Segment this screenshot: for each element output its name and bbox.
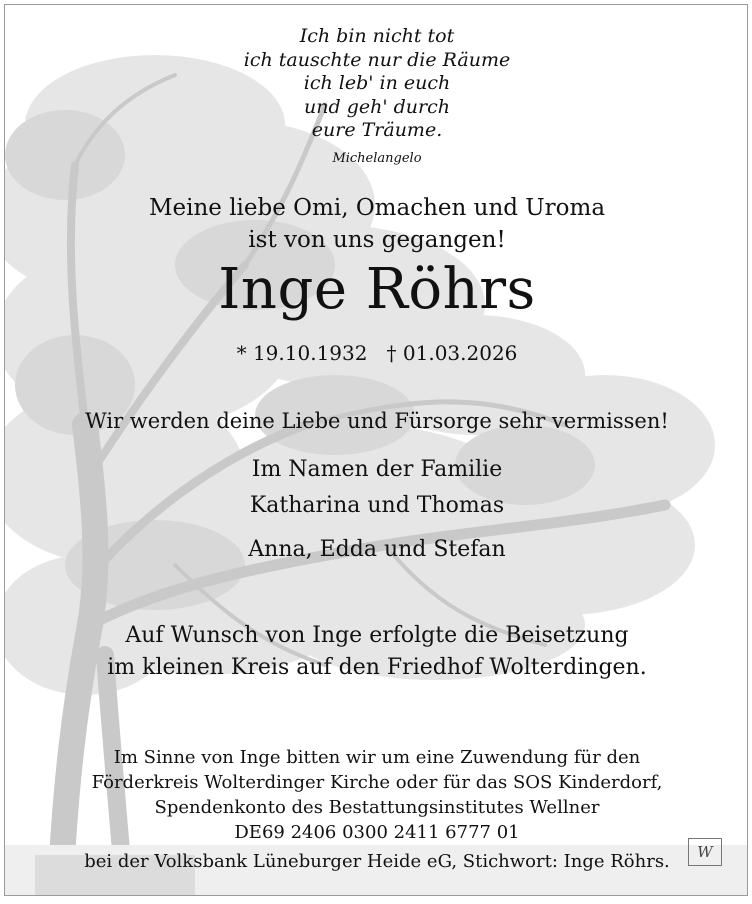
burial-line-2: im kleinen Kreis auf den Friedhof Wolterdingen. (107, 655, 647, 680)
family-line-1: Im Namen der Familie (251, 457, 503, 482)
poem-author: Michelangelo (332, 151, 422, 166)
poem-line-3: ich leb' in euch (303, 72, 451, 94)
farewell-message: Wir werden deine Liebe und Fürsorge sehr vermissen! (85, 409, 669, 433)
deceased-name: Inge Röhrs (218, 257, 536, 322)
obituary-notice (4, 4, 748, 896)
donation-line-1: Im Sinne von Inge bitten wir um eine Zuwendung für den (113, 747, 641, 768)
donation-line-2: Förderkreis Wolterdinger Kirche oder für das SOS Kinderdorf, (91, 772, 663, 793)
poem-line-5: eure Träume. (311, 119, 443, 141)
notice-text (5, 5, 748, 896)
intro-line-2: ist von uns gegangen! (248, 227, 506, 253)
donation-line-5: bei der Volksbank Lüneburger Heide eG, Stichwort: Inge Röhrs. (84, 851, 670, 872)
intro-line-1: Meine liebe Omi, Omachen und Uroma (148, 195, 606, 221)
burial-line-1: Auf Wunsch von Inge erfolgte die Beisetzung (125, 623, 629, 648)
life-dates: * 19.10.1932 † 01.03.2026 (236, 341, 518, 365)
poem-line-1: Ich bin nicht tot (299, 25, 455, 47)
family-line-3: Anna, Edda und Stefan (248, 537, 506, 562)
poem-line-2: ich tauschte nur die Räume (243, 48, 511, 71)
donation-line-4: DE69 2406 0300 2411 6777 01 (234, 822, 520, 843)
funeral-home-logo: W (688, 838, 722, 866)
family-line-2: Katharina und Thomas (249, 493, 505, 518)
poem-line-4: und geh' durch (304, 95, 450, 118)
donation-line-3: Spendenkonto des Bestattungsinstitutes Wellner (154, 797, 600, 818)
